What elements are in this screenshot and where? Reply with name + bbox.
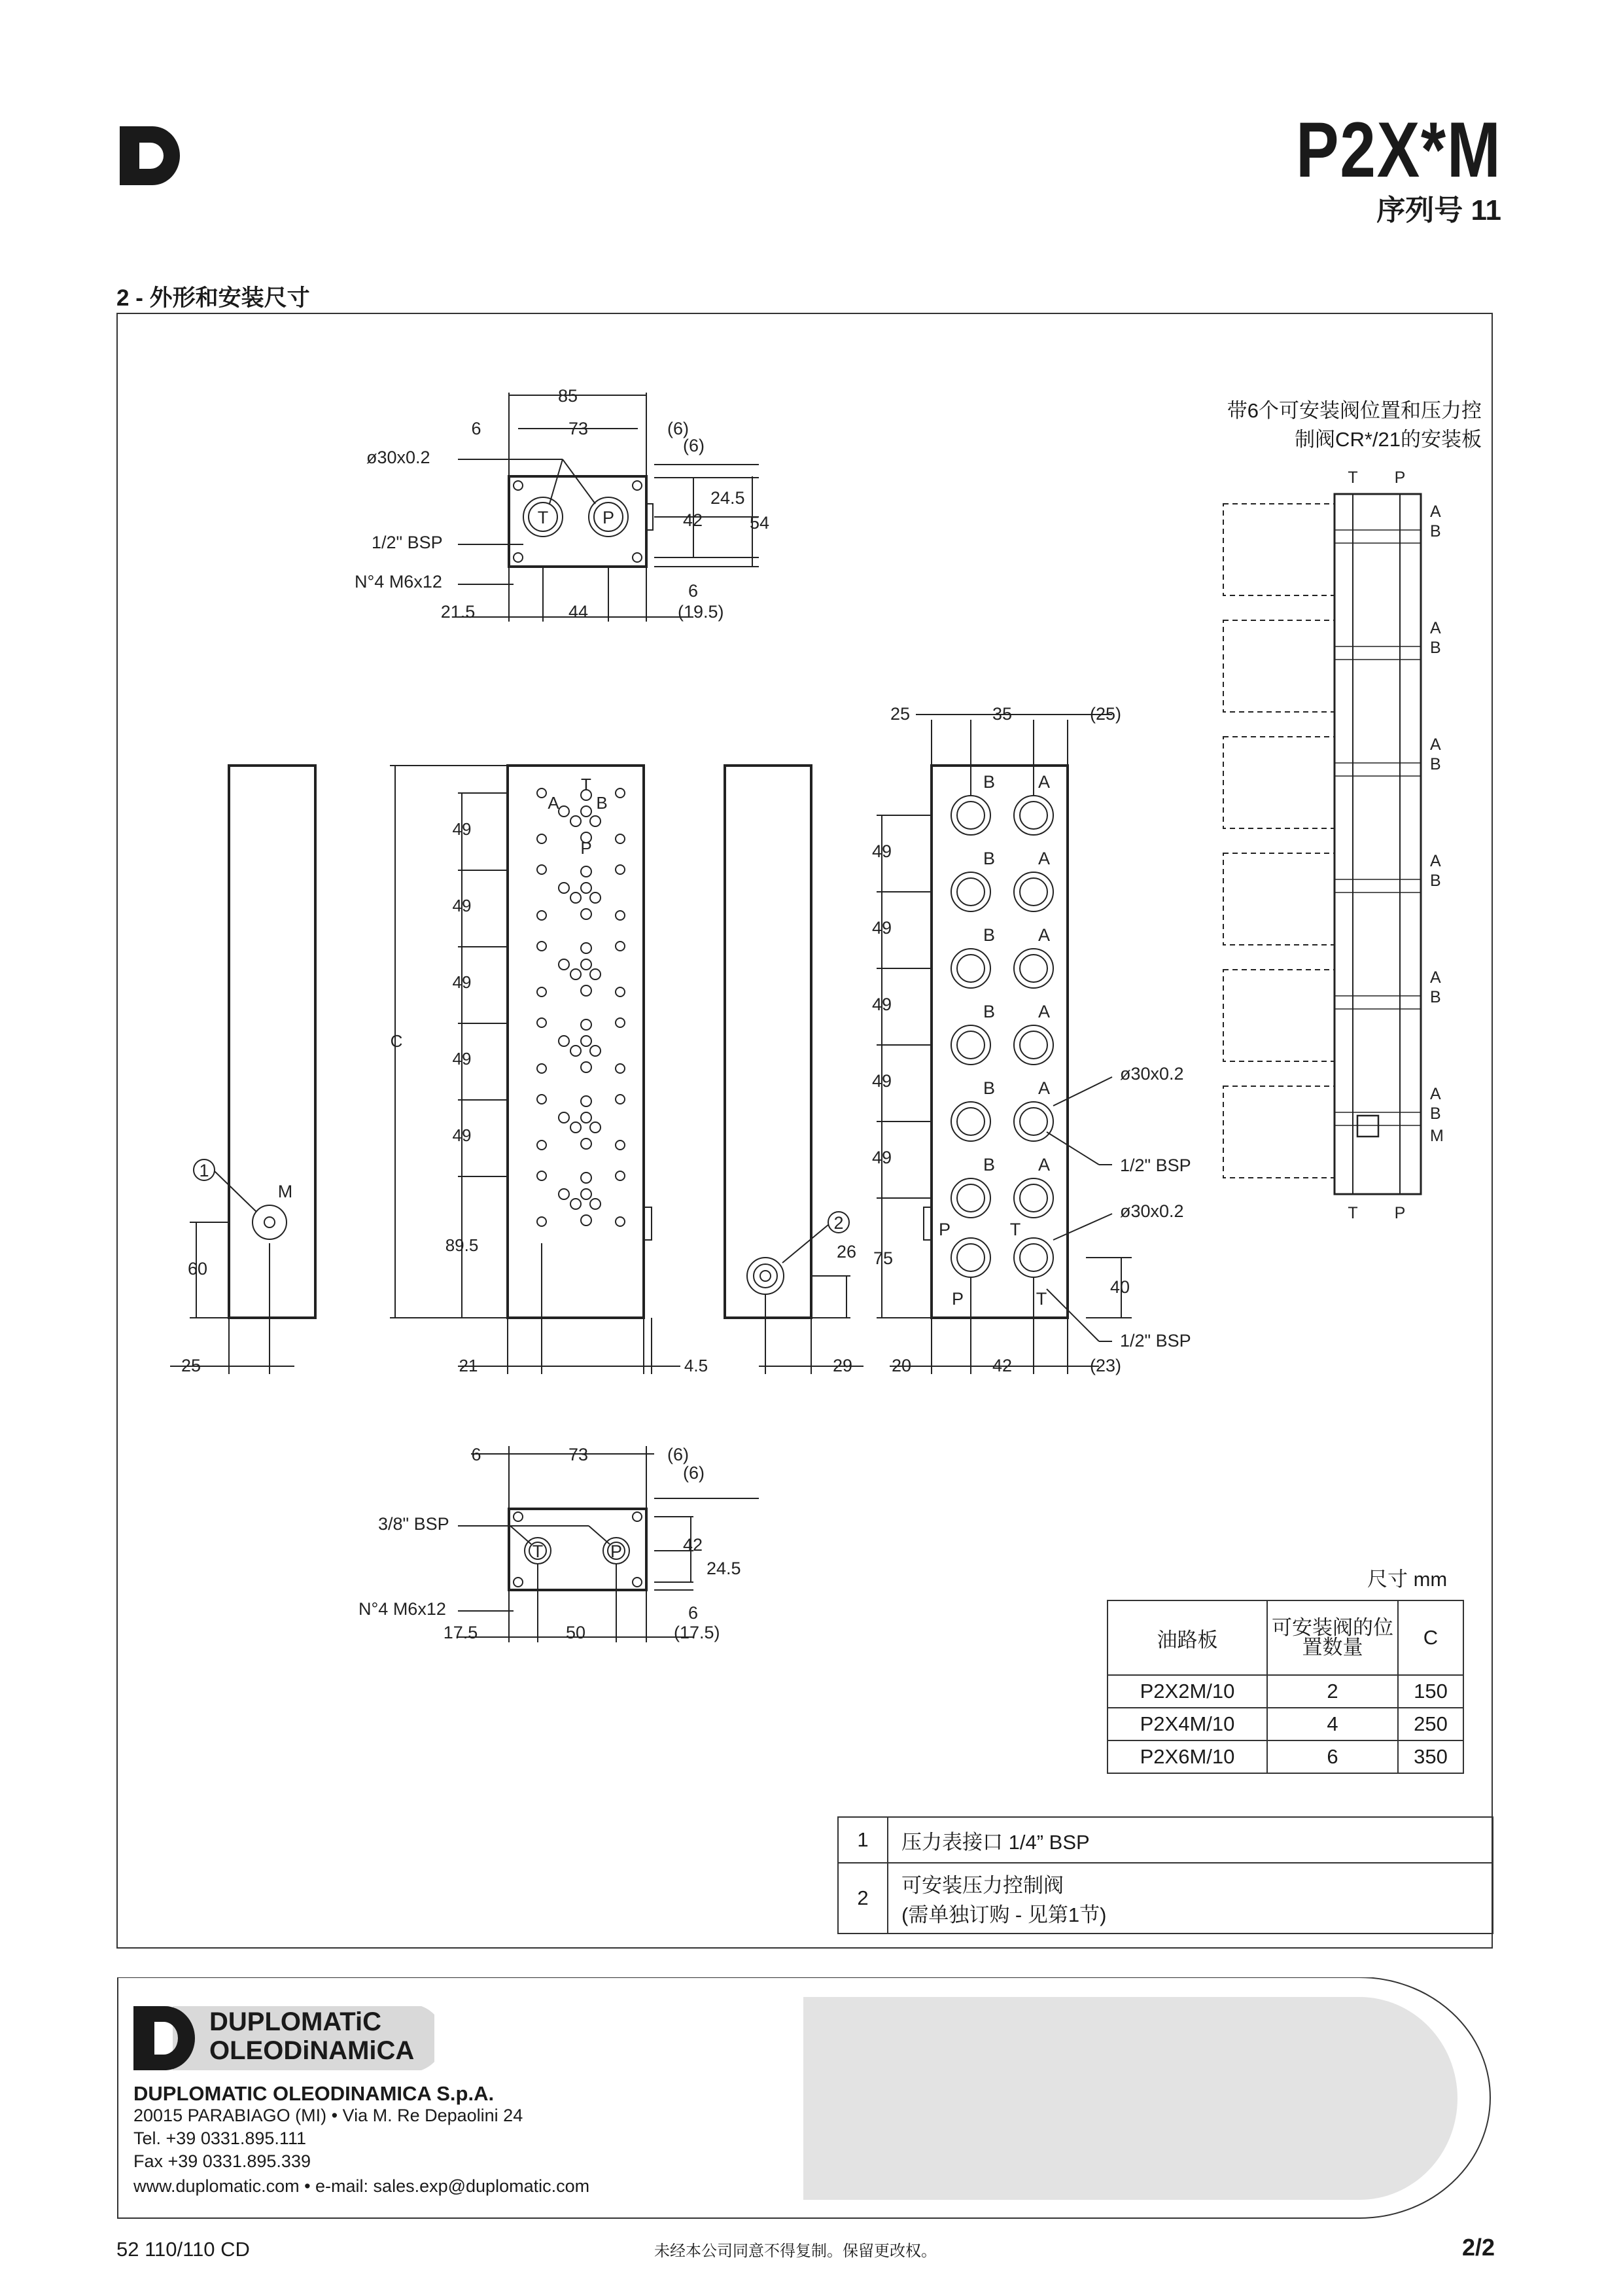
schem-m: M — [1430, 1127, 1444, 1145]
port-p: P — [602, 508, 615, 527]
label-d30: ø30x0.2 — [366, 448, 430, 467]
front-dim-49-1: 49 — [871, 841, 892, 861]
svg-text:B: B — [983, 1078, 996, 1098]
tv2-label-m6: N°4 M6x12 — [358, 1599, 446, 1619]
svg-text:A: A — [1038, 1155, 1051, 1174]
front-dim-20: 20 — [891, 1356, 912, 1375]
port-t: T — [537, 508, 549, 527]
front-port-a: A — [1038, 772, 1051, 792]
notes-table — [837, 1816, 1493, 1934]
dim-6: 6 — [471, 419, 481, 438]
port-p-label: P — [580, 838, 592, 858]
company-fax: Fax +39 0331.895.339 — [133, 2151, 311, 2171]
spec-header-plate: 油路板 — [1108, 1600, 1267, 1675]
svg-text:B: B — [1430, 872, 1441, 890]
side-view-right — [725, 766, 864, 1375]
svg-text:B: B — [1430, 988, 1441, 1006]
top-view-2 — [358, 1445, 759, 1642]
front-dim-23: (23) — [1090, 1356, 1122, 1375]
dim-89-5: 89.5 — [445, 1235, 479, 1255]
front-port-b: B — [983, 772, 996, 792]
page-number: 2/2 — [1461, 2234, 1495, 2261]
tv2-dim-42: 42 — [683, 1535, 703, 1555]
tv2-dim-17-5: 17.5 — [443, 1623, 478, 1642]
schem-top-p: P — [1394, 468, 1406, 487]
dim-21: 21 — [459, 1356, 478, 1375]
side-view-center — [390, 766, 708, 1375]
dim-19-5: (19.5) — [678, 602, 724, 622]
company-tel: Tel. +39 0331.895.111 — [133, 2128, 306, 2148]
schem-b: B — [1430, 522, 1441, 540]
dim-60: 60 — [187, 1259, 208, 1279]
front-dim-35: 35 — [992, 704, 1013, 724]
svg-text:A: A — [1430, 852, 1441, 870]
front-label-bsp-b: 1/2" BSP — [1120, 1331, 1191, 1351]
svg-text:B: B — [983, 1155, 996, 1174]
side-view-left — [170, 766, 315, 1375]
svg-text:A: A — [1038, 925, 1051, 945]
dim-4-5: 4.5 — [684, 1356, 708, 1375]
spec-table — [1107, 1600, 1464, 1774]
dim-49-3: 49 — [452, 972, 472, 992]
top-view-1 — [355, 386, 769, 622]
schematic-note: 带6个可安装阀位置和压力控 制阀CR*/21的安装板 — [1227, 399, 1482, 451]
dim-21-5: 21.5 — [440, 602, 476, 622]
svg-text:B: B — [983, 1002, 996, 1021]
schem-a: A — [1430, 503, 1441, 521]
company-name: DUPLOMATIC OLEODINAMICA S.p.A. — [133, 2082, 495, 2105]
port-b-label: B — [596, 793, 608, 813]
svg-text:A: A — [1430, 619, 1441, 637]
svg-text:B: B — [1430, 1104, 1441, 1123]
brand-line-1: DUPLOMATiC — [209, 2007, 381, 2036]
tv2-dim-6: 6 — [471, 1445, 481, 1464]
svg-text:B: B — [1430, 755, 1441, 773]
front-view — [872, 704, 1191, 1375]
front-dim-49-5: 49 — [871, 1148, 892, 1167]
label-m: M — [277, 1182, 293, 1201]
dim-49-1: 49 — [452, 819, 472, 839]
units-label: 尺寸 mm — [1367, 1568, 1448, 1591]
dim-26: 26 — [836, 1242, 857, 1262]
tv2-label-bsp: 3/8" BSP — [378, 1514, 449, 1534]
svg-text:A: A — [1430, 968, 1441, 987]
table-row: P2X4M/10 4 250 — [1108, 1708, 1463, 1740]
document-code: 52 110/110 CD — [116, 2238, 250, 2261]
table-row: P2X2M/10 2 150 — [1108, 1675, 1463, 1708]
tv2-port-t: T — [532, 1542, 544, 1561]
svg-text:B: B — [1430, 639, 1441, 657]
dim-85: 85 — [557, 386, 578, 406]
series-number: 序列号 11 — [1376, 194, 1501, 226]
tv2-port-p: P — [610, 1542, 623, 1561]
dim-24-5: 24.5 — [710, 488, 745, 508]
tv2-dim-17-5b: (17.5) — [674, 1623, 720, 1642]
schem-top-t: T — [1348, 468, 1358, 487]
schem-bot-t: T — [1348, 1204, 1358, 1222]
brand-line-2: OLEODiNAMiCA — [209, 2036, 415, 2065]
svg-text:B: B — [983, 925, 996, 945]
front-dim-49-3: 49 — [871, 995, 892, 1014]
front-port-p: P — [938, 1220, 951, 1239]
company-web[interactable]: www.duplomatic.com • e-mail: sales.exp@duplomatic.com — [133, 2176, 590, 2196]
product-title: P2X*M — [1295, 106, 1501, 194]
dim-44: 44 — [568, 602, 589, 622]
table-row: 2 可安装压力控制阀 (需单独订购 - 见第1节) — [838, 1863, 1493, 1934]
svg-text:A: A — [1430, 1085, 1441, 1103]
front-label-d30a: ø30x0.2 — [1120, 1064, 1184, 1084]
tv2-dim-73: 73 — [568, 1445, 589, 1464]
tv2-dim-6a: (6) — [667, 1445, 689, 1464]
svg-text:T: T — [1036, 1289, 1047, 1309]
front-dim-25b: (25) — [1090, 704, 1122, 724]
dim-6b: (6) — [683, 436, 705, 455]
port-t-label: T — [581, 775, 591, 794]
label-bsp: 1/2" BSP — [372, 533, 443, 552]
label-m6: N°4 M6x12 — [355, 572, 442, 592]
front-dim-49-4: 49 — [871, 1071, 892, 1091]
spec-header-positions: 可安装阀的位置数量 — [1267, 1600, 1398, 1675]
section-heading: 2 - 外形和安装尺寸 — [116, 285, 310, 311]
port-a-label: A — [548, 793, 559, 813]
callout-2: 2 — [833, 1213, 844, 1233]
dim-49-5: 49 — [452, 1125, 472, 1145]
hydraulic-schematic — [1223, 468, 1444, 1222]
svg-text:A: A — [1038, 1078, 1051, 1098]
spec-header-c: C — [1398, 1600, 1463, 1675]
dim-49-4: 49 — [452, 1049, 472, 1069]
dim-6c: 6 — [688, 581, 699, 601]
front-dim-40: 40 — [1109, 1277, 1130, 1297]
dim-49-2: 49 — [452, 896, 472, 915]
dim-29: 29 — [832, 1356, 853, 1375]
copyright-note: 未经本公司同意不得复制。保留更改权。 — [654, 2242, 937, 2260]
front-label-bsp-a: 1/2" BSP — [1120, 1156, 1191, 1175]
tv2-dim-50: 50 — [565, 1623, 586, 1642]
front-dim-49-2: 49 — [871, 918, 892, 938]
callout-1: 1 — [199, 1161, 209, 1180]
dim-c: C — [390, 1031, 403, 1051]
svg-text:A: A — [1038, 849, 1051, 868]
schem-bot-p: P — [1394, 1204, 1406, 1222]
front-port-t: T — [1009, 1220, 1021, 1239]
svg-text:A: A — [1430, 735, 1441, 754]
front-dim-42: 42 — [992, 1356, 1013, 1375]
dim-54: 54 — [750, 513, 770, 533]
tv2-dim-24-5: 24.5 — [707, 1559, 741, 1578]
tv2-dim-6c: 6 — [688, 1603, 699, 1623]
front-label-d30b: ø30x0.2 — [1120, 1201, 1184, 1221]
front-dim-25: 25 — [890, 704, 911, 724]
tv2-dim-6b: (6) — [683, 1463, 705, 1483]
svg-text:P: P — [951, 1289, 964, 1309]
table-row: 1 压力表接口 1/4” BSP — [838, 1817, 1493, 1863]
dim-6a: (6) — [667, 419, 689, 438]
svg-text:A: A — [1038, 1002, 1051, 1021]
svg-text:B: B — [983, 849, 996, 868]
company-address: 20015 PARABIAGO (MI) • Via M. Re Depaolini 24 — [133, 2106, 523, 2125]
dim-73: 73 — [568, 419, 589, 438]
table-row: P2X6M/10 6 350 — [1108, 1740, 1463, 1773]
dim-42: 42 — [683, 510, 703, 530]
front-dim-75: 75 — [873, 1248, 894, 1268]
dim-25: 25 — [181, 1356, 201, 1375]
footer-brand — [133, 2004, 434, 2076]
